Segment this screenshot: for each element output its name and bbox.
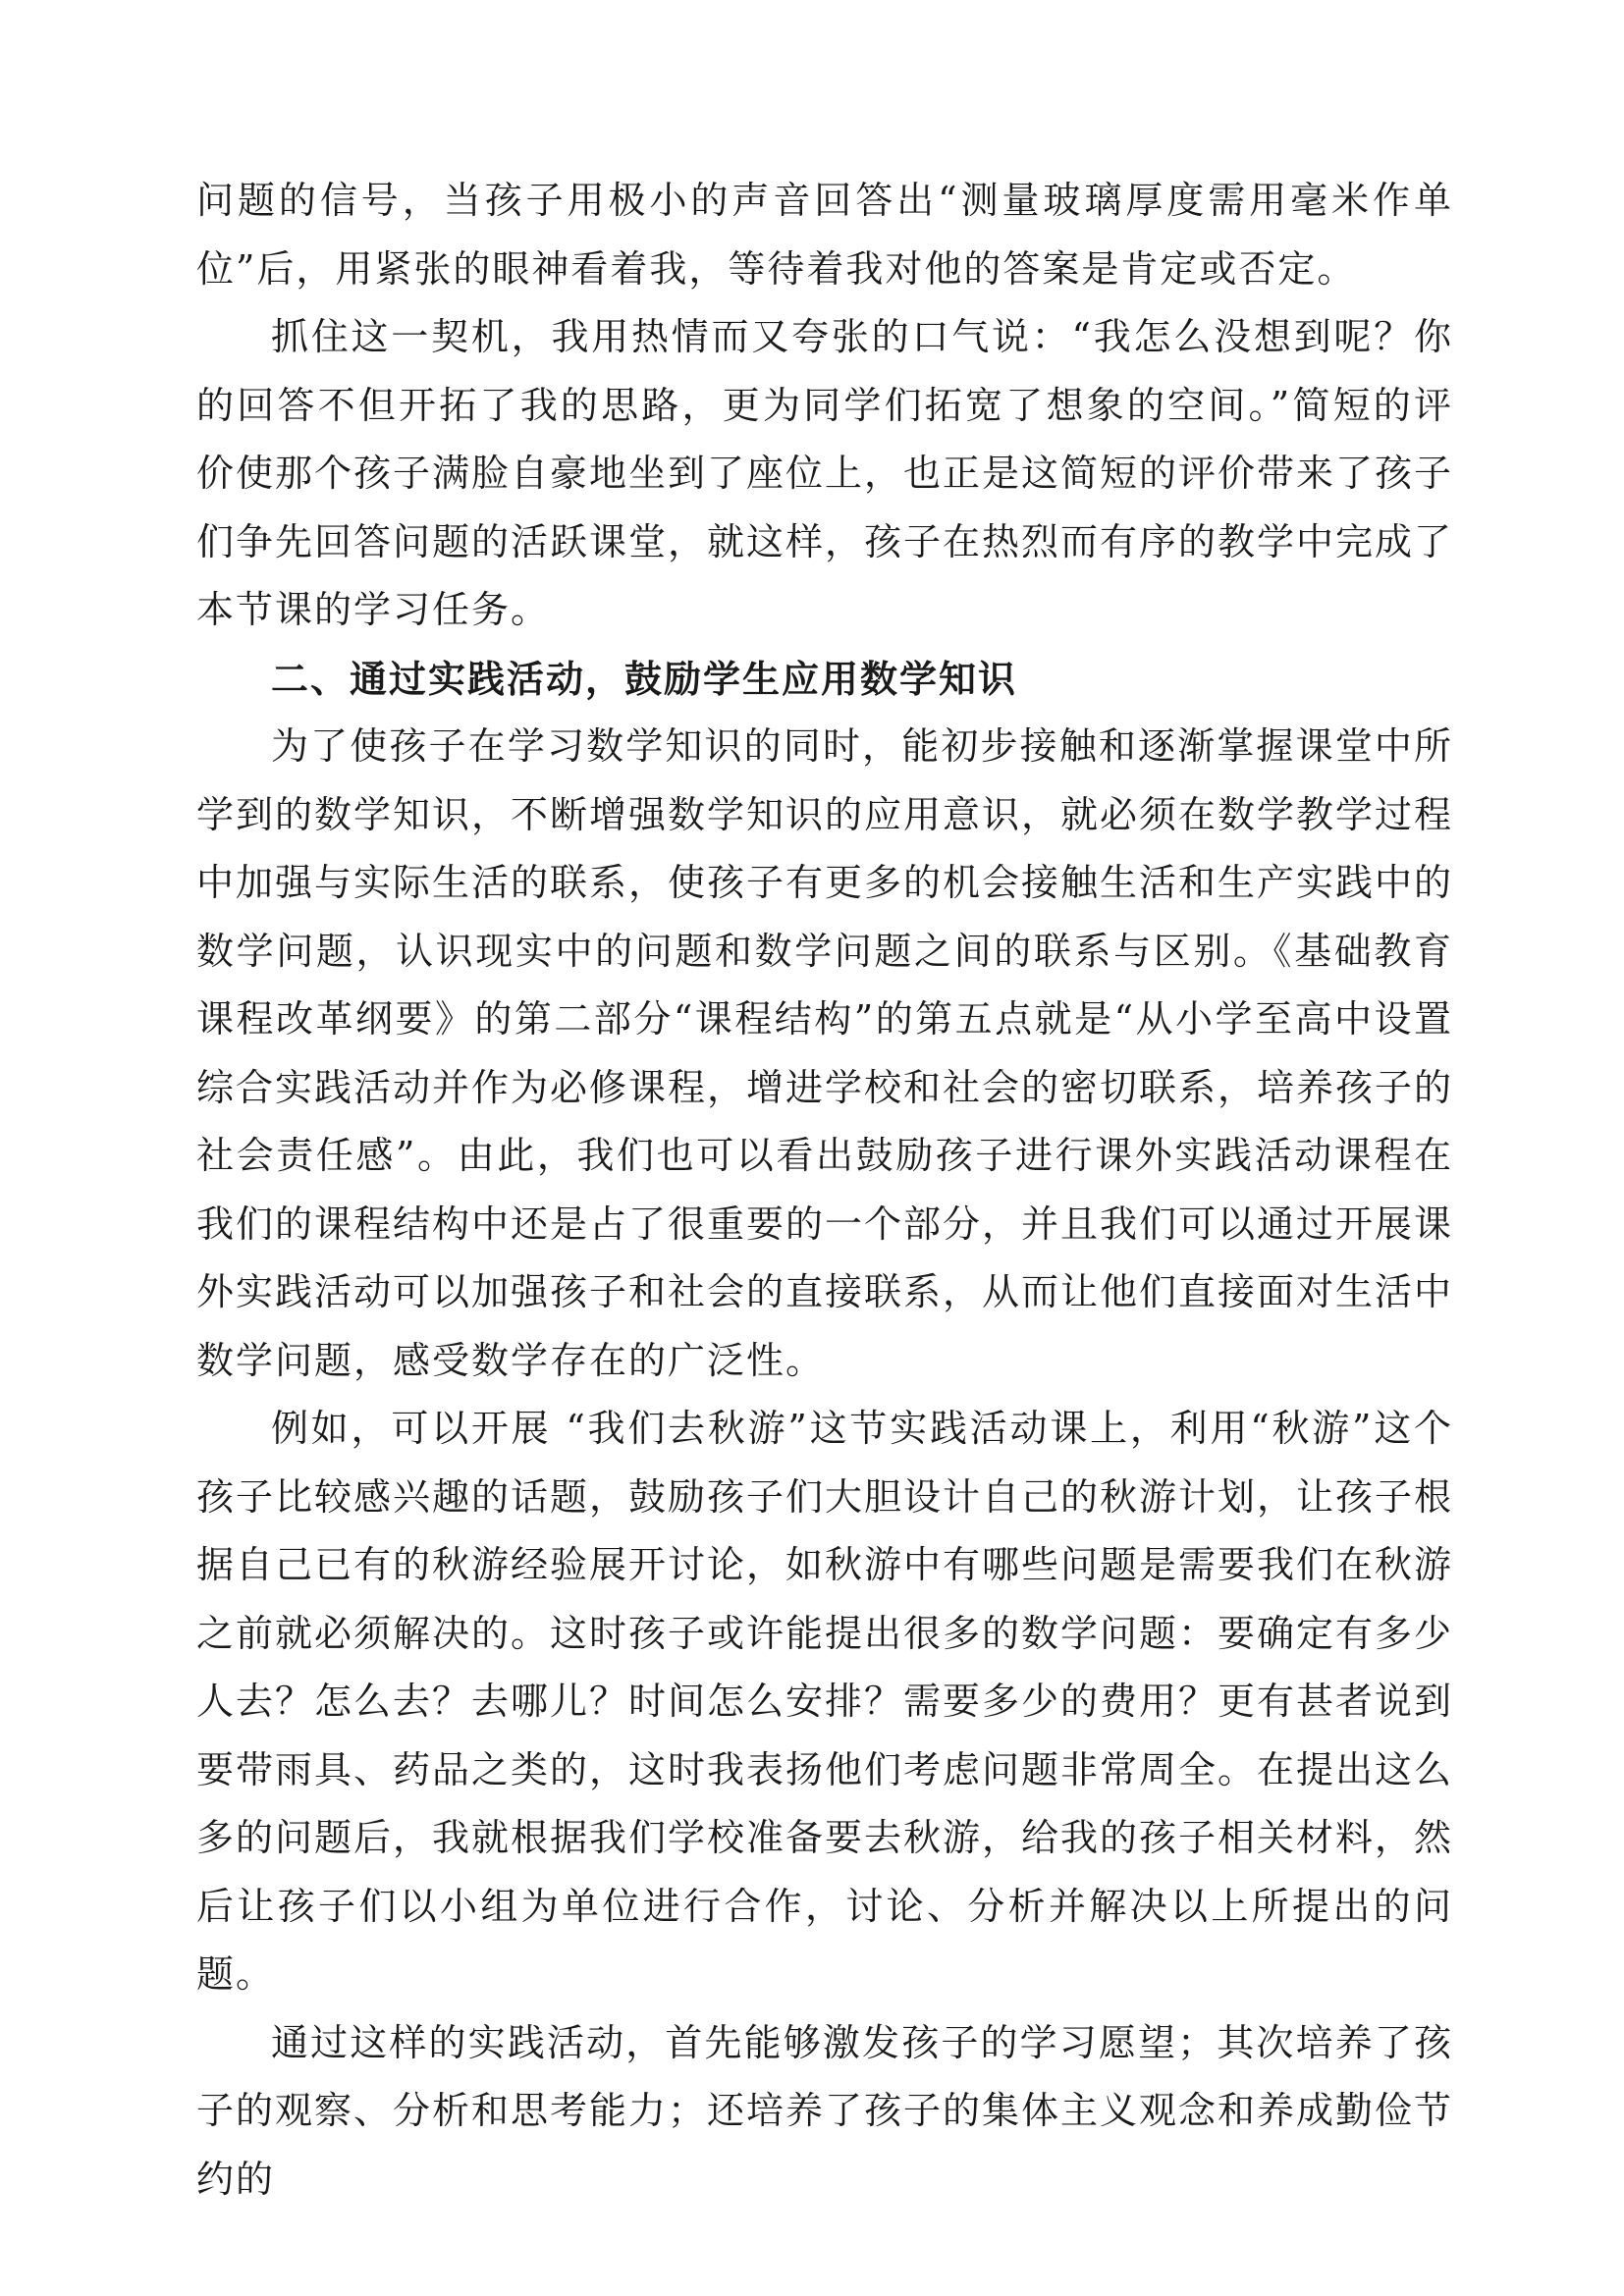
paragraph-autumn-trip-example: 例如，可以开展 “我们去秋游”这节实践活动课上，利用“秋游”这个孩子比较感兴趣的话题，鼓励孩子们大胆设计自己的秋游计划，让孩子根据自己已有的秋游经验展开讨论，如秋游中有哪些问题是需要我们在秋游之前就必须解决的。这时孩子或许能提出很多的数学问题：要确定有多少人去？怎么去？去哪儿？时间怎么安排？需要多少的费用？更有甚者说到要带雨具、药品之类的，这时我表扬他们考虑问题非常周全。在提出这么多的问题后，我就根据我们学校准备要去秋游，给我的孩子相关材料，然后让孩子们以小组为单位进行合作，讨论、分析并解决以上所提出的问题。 xyxy=(196,1407,1454,1996)
paragraph-continued: 问题的信号，当孩子用极小的声音回答出“测量玻璃厚度需用毫米作单位”后，用紧张的眼神看着我，等待着我对他的答案是肯定或否定。 xyxy=(196,179,1453,291)
paragraph-practice-intro: 为了使孩子在学习数学知识的同时，能初步接触和逐渐掌握课堂中所学到的数学知识，不断增强数学知识的应用意识，就必须在数学教学过程中加强与实际生活的联系，使孩子有更多的机会接触生活和生产实践中的数学问题，认识现实中的问题和数学问题之间的联系与区别。《基础教育课程改革纲要》的第二部分“课程结构”的第五点就是“从小学至高中设置综合实践活动并作为必修课程，增进学校和社会的密切联系，培养孩子的社会责任感”。由此，我们也可以看出鼓励孩子进行课外实践活动课程在我们的课程结构中还是占了很重要的一个部分，并且我们可以通过开展课外实践活动可以加强孩子和社会的直接联系，从而让他们直接面对生活中数学问题，感受数学存在的广泛性。 xyxy=(196,724,1454,1382)
paragraph-teacher-praise: 抓住这一契机，我用热情而又夸张的口气说：“我怎么没想到呢？你的回答不但开拓了我的思路，更为同学们拓宽了想象的空间。”简短的评价使那个孩子满脸自豪地坐到了座位上，也正是这简短的评价带来了孩子们争先回答问题的活跃课堂，就这样，孩子在热烈而有序的教学中完成了本节课的学习任务。 xyxy=(196,315,1454,631)
section-heading: 二、通过实践活动，鼓励学生应用数学知识 xyxy=(271,656,1018,701)
document-body xyxy=(196,167,1453,2214)
paragraph-practice-benefits: 通过这样的实践活动，首先能够激发孩子的学习愿望；其次培养了孩子的观察、分析和思考能力；还培养了孩子的集体主义观念和养成勤俭节约的 xyxy=(196,2020,1454,2201)
